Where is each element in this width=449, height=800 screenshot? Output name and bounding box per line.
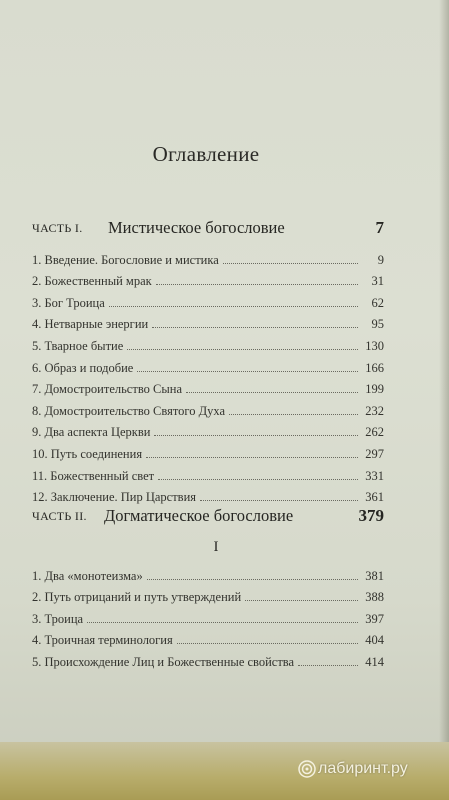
leader-dots — [152, 327, 358, 328]
toc-item-title: 1. Введение. Богословие и мистика — [32, 252, 219, 267]
part-1-contents — [32, 246, 384, 505]
toc-item-page: 9 — [377, 252, 384, 267]
toc-item-page: 130 — [365, 338, 384, 353]
toc-item-title: 2. Путь отрицаний и путь утверждений — [32, 590, 242, 605]
toc-item-title: 2. Божественный мрак — [32, 274, 152, 289]
toc-item[interactable] — [32, 354, 384, 376]
toc-item[interactable] — [32, 419, 384, 441]
section-number: I — [213, 539, 219, 555]
toc-item[interactable] — [32, 562, 384, 584]
leader-dots — [137, 371, 358, 372]
toc-item-page: 361 — [365, 490, 384, 505]
toc-item-title: 3. Бог Троица — [32, 295, 105, 310]
leader-dots — [298, 665, 358, 666]
toc-item-title: 4. Нетварные энергии — [32, 317, 149, 332]
leader-dots — [223, 263, 358, 264]
toc-item[interactable] — [32, 627, 384, 649]
leader-dots — [158, 479, 358, 480]
toc-item-title: 6. Образ и подобие — [32, 360, 134, 375]
page-title: Оглавление — [152, 142, 260, 166]
leader-dots — [245, 600, 358, 601]
toc-item[interactable] — [32, 462, 384, 484]
leader-dots — [109, 306, 358, 307]
toc-item-title: 11. Божественный свет — [32, 468, 155, 483]
part-1-title: Мистическое богословие — [108, 218, 285, 237]
leader-dots — [147, 579, 358, 580]
leader-dots — [229, 414, 358, 415]
toc-item-title: 5. Происхождение Лиц и Божественные свойства — [32, 654, 295, 669]
page-edge-shadow — [439, 0, 449, 800]
toc-item-title: 7. Домостроительство Сына — [32, 382, 182, 397]
toc-item-page: 388 — [365, 590, 384, 605]
toc-item-page: 95 — [371, 317, 384, 332]
toc-item-page: 232 — [365, 403, 384, 418]
toc-item-title: 3. Троица — [32, 611, 84, 626]
toc-item-page: 62 — [371, 295, 384, 310]
toc-item[interactable] — [32, 376, 384, 398]
toc-item-page: 331 — [365, 468, 384, 483]
part-1-label: ЧАСТЬ I. — [32, 221, 83, 235]
leader-dots — [177, 643, 358, 644]
toc-item-page: 381 — [365, 568, 384, 583]
toc-item-title: 9. Два аспекта Церкви — [32, 425, 151, 440]
toc-item[interactable] — [32, 440, 384, 462]
toc-item-page: 404 — [365, 633, 384, 648]
toc-item[interactable] — [32, 605, 384, 627]
toc-item-page: 414 — [365, 654, 384, 669]
toc-item[interactable] — [32, 289, 384, 311]
leader-dots — [127, 349, 358, 350]
part-2-contents — [32, 562, 384, 670]
part-2-title: Догматическое богословие — [104, 506, 294, 525]
toc-item-title: 8. Домостроительство Святого Духа — [32, 403, 225, 418]
part-1-page: 7 — [375, 218, 384, 237]
toc-item-page: 297 — [365, 446, 384, 461]
part-1-heading — [32, 212, 384, 238]
toc-item[interactable] — [32, 268, 384, 290]
toc-item-page: 166 — [365, 360, 384, 375]
leader-dots — [146, 457, 358, 458]
toc-item[interactable] — [32, 246, 384, 268]
toc-item[interactable] — [32, 648, 384, 670]
toc-item[interactable] — [32, 332, 384, 354]
leader-dots — [154, 435, 358, 436]
toc-item-page: 31 — [371, 274, 384, 289]
toc-item-page: 397 — [365, 611, 384, 626]
toc-item-title: 10. Путь соединения — [32, 446, 143, 461]
toc-item-title: 1. Два «монотеизма» — [32, 568, 143, 583]
part-2-page: 379 — [358, 506, 384, 525]
labyrinth-logo-icon — [297, 759, 317, 779]
toc-item[interactable] — [32, 397, 384, 419]
leader-dots — [156, 284, 358, 285]
part-2-heading — [32, 500, 384, 526]
toc-item[interactable] — [32, 584, 384, 606]
toc-item[interactable] — [32, 311, 384, 333]
leader-dots — [186, 392, 358, 393]
toc-item-page: 199 — [365, 382, 384, 397]
watermark-text: лабиринт.ру — [318, 760, 408, 777]
toc-item-title: 12. Заключение. Пир Царствия — [32, 490, 197, 505]
toc-item-page: 262 — [365, 425, 384, 440]
part-2-label: ЧАСТЬ II. — [32, 509, 87, 523]
toc-item-title: 4. Троичная терминология — [32, 633, 173, 648]
toc-item-title: 5. Тварное бытие — [32, 338, 124, 353]
leader-dots — [87, 622, 358, 623]
